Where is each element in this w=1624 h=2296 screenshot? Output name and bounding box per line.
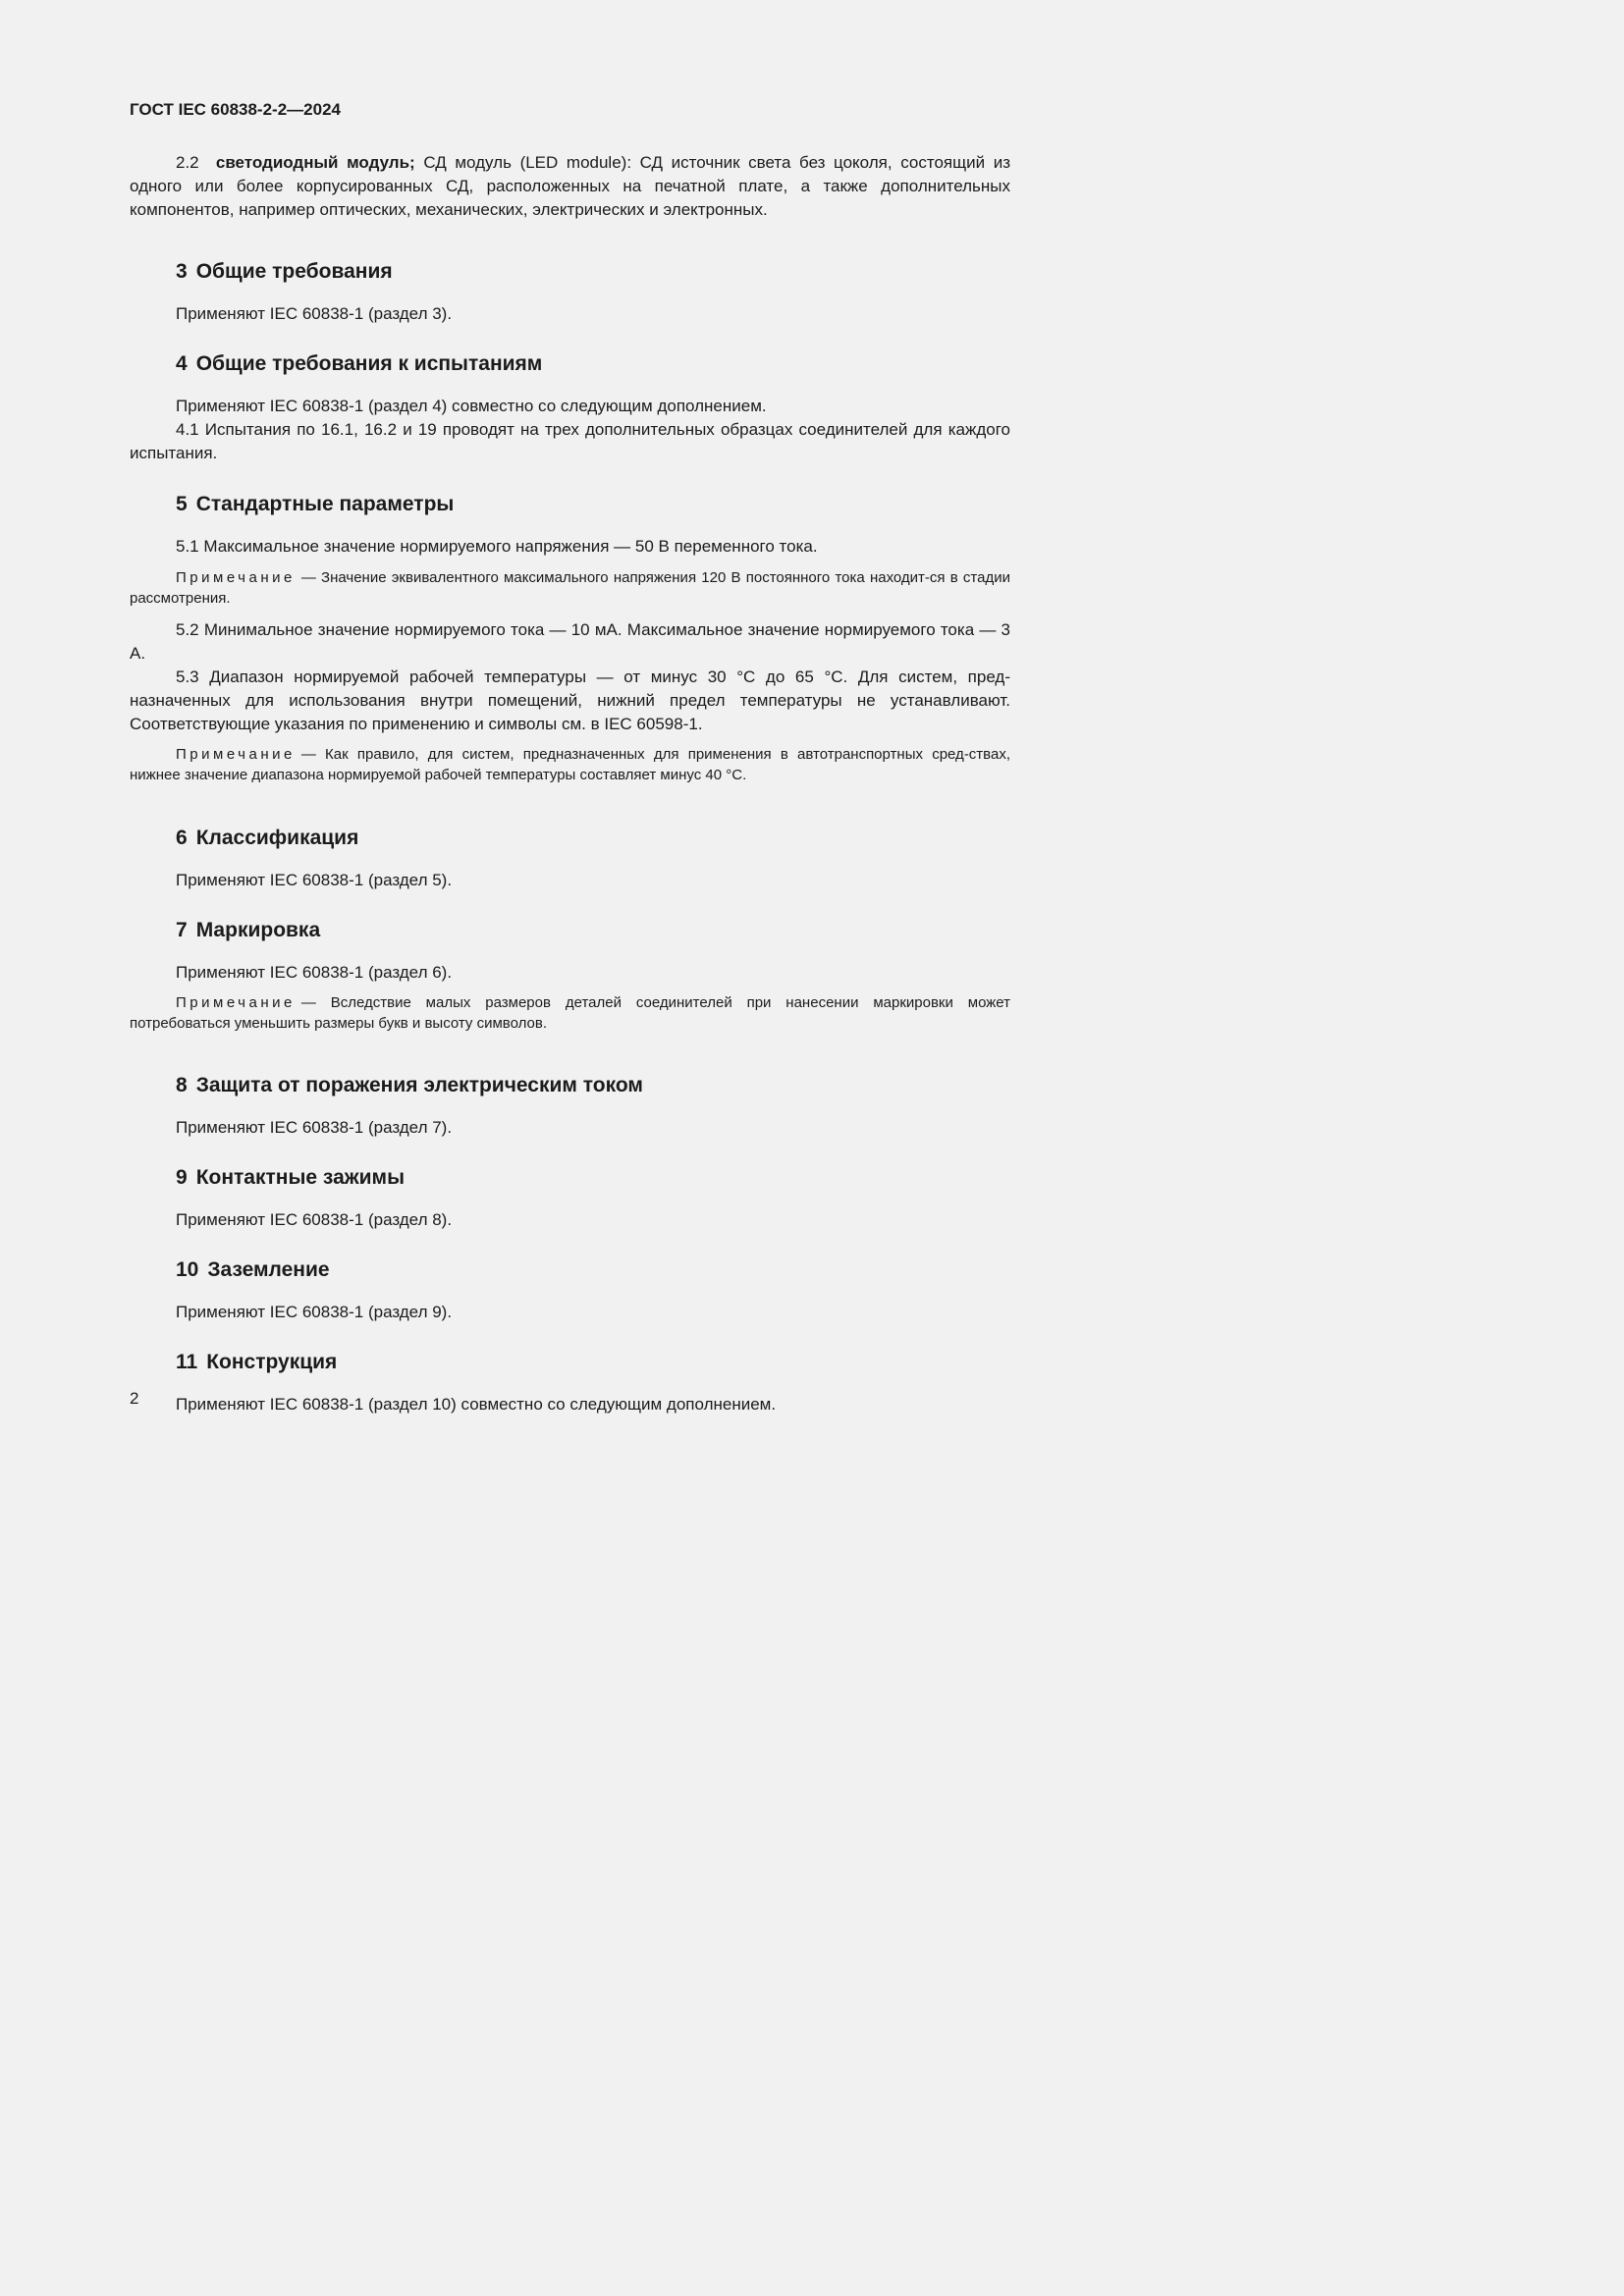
section-title: Заземление bbox=[207, 1258, 330, 1281]
section-title: Контактные зажимы bbox=[195, 1166, 406, 1189]
section-number: 3 bbox=[176, 260, 188, 283]
note-text: — Значение эквивалентного максимального напряжения 120 В постоянного тока находит-ся в стадии рассмотрения. bbox=[130, 569, 1010, 607]
clause-5-2: 5.2 Минимальное значение нормируемого тока — 10 мА. Максимальное значение нормируемого тока — 3 А. bbox=[130, 620, 1010, 663]
section-number: 6 bbox=[176, 827, 188, 849]
section-title: Классификация bbox=[195, 827, 359, 849]
document-body bbox=[130, 151, 1010, 1416]
section-3-heading bbox=[130, 259, 1010, 285]
note bbox=[130, 567, 1010, 609]
clause-4-1: 4.1 Испытания по 16.1, 16.2 и 19 проводят на трех дополнительных образцах соединителей для каждого испытания. bbox=[130, 420, 1010, 462]
note-label: Примечание bbox=[176, 746, 296, 763]
document-header: ГОСТ IEC 60838-2-2—2024 bbox=[130, 100, 341, 119]
note bbox=[130, 744, 1010, 785]
clause-5-3: 5.3 Диапазон нормируемой рабочей температуры — от минус 30 °С до 65 °С. Для систем, пред-назначенных для использования внутри помещений, нижний предел температуры не устанавливают. Соответствующие указания по применению и символы см. в IEC 60598-1. bbox=[130, 667, 1010, 733]
section-10-heading bbox=[130, 1257, 1010, 1283]
section-number: 5 bbox=[176, 493, 188, 515]
section-11-heading bbox=[130, 1350, 1010, 1375]
section-6-body: Применяют IEC 60838-1 (раздел 5). bbox=[176, 871, 453, 889]
section-number: 8 bbox=[176, 1074, 188, 1096]
section-title: Стандартные параметры bbox=[195, 493, 455, 515]
document-page bbox=[0, 0, 1089, 1539]
section-8-body: Применяют IEC 60838-1 (раздел 7). bbox=[176, 1118, 453, 1137]
section-7-heading bbox=[130, 918, 1010, 943]
clause-2-2 bbox=[130, 151, 1010, 222]
clause-text: СД модуль (LED module): СД источник света без цоколя, состоящий из одного или более корпусированных СД, расположенных на печатной плате, а также дополнительных компонентов, например оптических, механических, электрических и электронных. bbox=[130, 153, 1010, 219]
note-label: Примечание bbox=[176, 569, 296, 586]
section-3-body: Применяют IEC 60838-1 (раздел 3). bbox=[176, 304, 453, 323]
note-text: — Вследствие малых размеров деталей соединителей при нанесении маркировки может потребоваться уменьшить размеры букв и высоту символов. bbox=[130, 994, 1010, 1032]
section-9-body: Применяют IEC 60838-1 (раздел 8). bbox=[176, 1210, 453, 1229]
clause-number: 2.2 bbox=[176, 153, 199, 172]
section-number: 7 bbox=[176, 919, 188, 941]
section-4-body: Применяют IEC 60838-1 (раздел 4) совместно со следующим дополнением. bbox=[176, 397, 767, 415]
section-10-body: Применяют IEC 60838-1 (раздел 9). bbox=[176, 1303, 453, 1321]
note-label: Примечание bbox=[176, 994, 296, 1011]
section-number: 9 bbox=[176, 1166, 188, 1189]
note-text: — Как правило, для систем, предназначенных для применения в автотранспортных сред-ствах, нижнее значение диапазона нормируемой рабочей температуры составляет минус 40 °С. bbox=[130, 746, 1010, 783]
section-8-heading bbox=[130, 1073, 1010, 1098]
section-number: 4 bbox=[176, 352, 188, 375]
section-4-heading bbox=[130, 351, 1010, 377]
section-title: Маркировка bbox=[195, 919, 321, 941]
section-5-heading bbox=[130, 492, 1010, 517]
section-number: 11 bbox=[176, 1351, 198, 1373]
section-title: Конструкция bbox=[206, 1351, 338, 1373]
section-number: 10 bbox=[176, 1258, 199, 1281]
section-6-heading bbox=[130, 826, 1010, 851]
section-title: Общие требования bbox=[195, 260, 393, 283]
page-number: 2 bbox=[130, 1389, 139, 1408]
section-7-body: Применяют IEC 60838-1 (раздел 6). bbox=[176, 963, 453, 982]
section-11-body: Применяют IEC 60838-1 (раздел 10) совместно со следующим дополнением. bbox=[176, 1395, 777, 1414]
clause-5-1: 5.1 Максимальное значение нормируемого напряжения — 50 В переменного тока. bbox=[176, 537, 818, 556]
section-9-heading bbox=[130, 1165, 1010, 1191]
clause-term: светодиодный модуль; bbox=[215, 153, 415, 172]
section-title: Защита от поражения электрическим током bbox=[195, 1074, 643, 1096]
note bbox=[130, 992, 1010, 1034]
section-title: Общие требования к испытаниям bbox=[195, 352, 543, 375]
